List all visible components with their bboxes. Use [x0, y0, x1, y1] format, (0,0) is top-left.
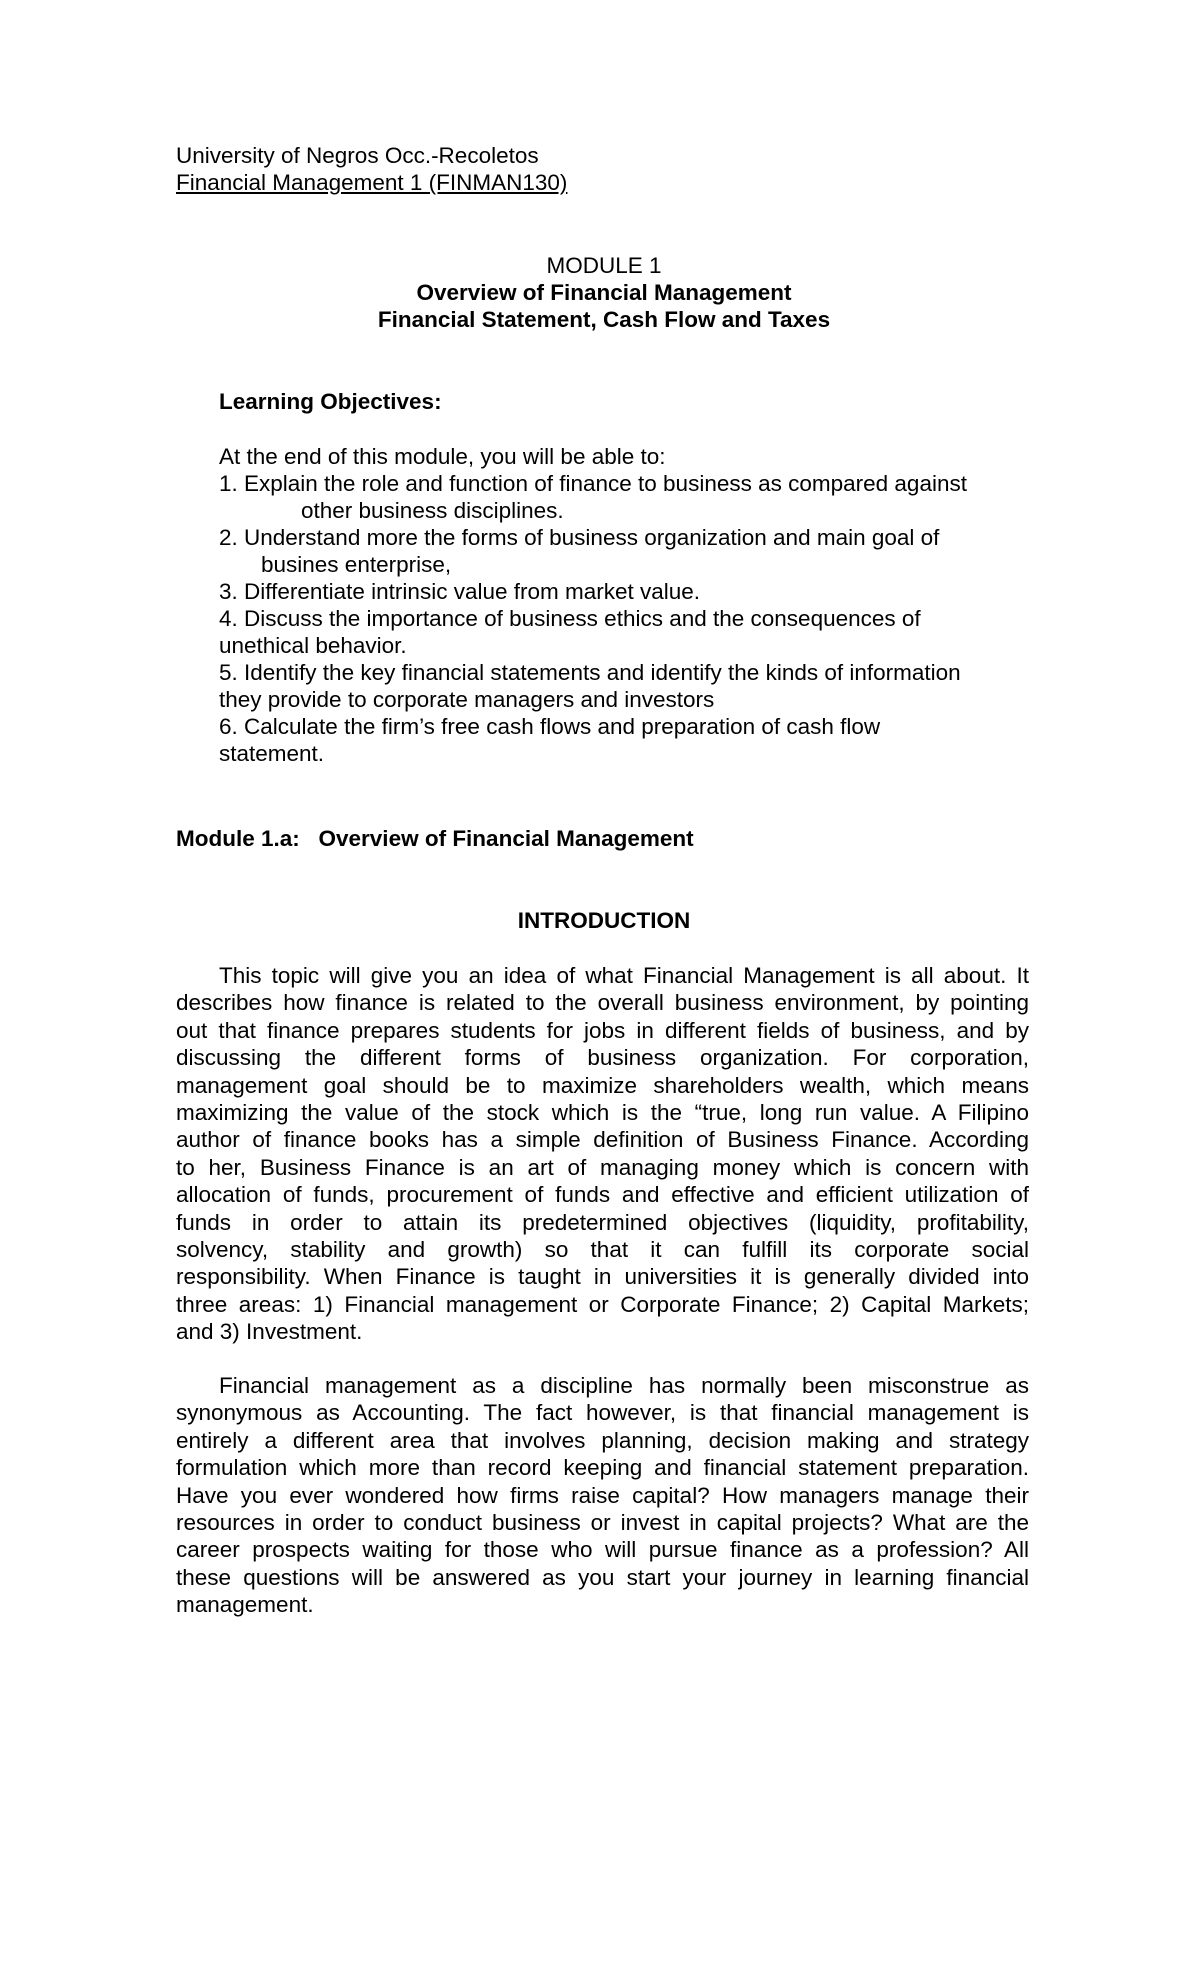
institution-name: University of Negros Occ.-Recoletos [176, 143, 539, 168]
module-subtitle-2: Financial Statement, Cash Flow and Taxes [377, 307, 831, 332]
objective-item: 6. Calculate the firm’s free cash flows and preparation of cash flow [219, 714, 881, 739]
paragraph-line: Financial management as a discipline has normally been misconstrue as [219, 1373, 1029, 1398]
paragraph-line: resources in order to conduct business or invest in capital projects? What are the [176, 1509, 1029, 1535]
paragraph-line: formulation which more than record keeping and financial statement preparation. [176, 1455, 1029, 1481]
paragraph-line: these questions will be answered as you start your journey in learning financial [176, 1564, 1029, 1590]
paragraph-line: to her, Business Finance is an art of managing money which is concern with [176, 1154, 1029, 1180]
paragraph-line: three areas: 1) Financial management or Corporate Finance; 2) Capital Markets; [176, 1291, 1029, 1317]
objective-item: 1. Explain the role and function of finance to business as compared against [219, 471, 967, 496]
introduction-paragraph-1 [176, 962, 1029, 1345]
paragraph-line: Have you ever wondered how firms raise capital? How managers manage their [176, 1482, 1029, 1508]
paragraph-line: solvency, stability and growth) so that it can fulfill its corporate social [176, 1236, 1029, 1262]
paragraph-line: describes how finance is related to the overall business environment, by pointing [176, 990, 1029, 1016]
objectives-list [219, 443, 1039, 767]
module-subtitle-1: Overview of Financial Management [416, 280, 792, 305]
introduction-paragraph-2 [176, 1372, 1029, 1619]
objective-item-continuation: unethical behavior. [219, 633, 407, 658]
paragraph-line: entirely a different area that involves planning, decision making and strategy [176, 1427, 1029, 1453]
objective-item: 2. Understand more the forms of business organization and main goal of [219, 525, 940, 550]
objective-item: 5. Identify the key financial statements and identify the kinds of information [219, 660, 961, 685]
objective-item-continuation: statement. [219, 741, 325, 766]
objective-item-continuation: busines enterprise, [261, 552, 452, 577]
paragraph-line: This topic will give you an idea of what Financial Management is all about. It [219, 963, 1029, 988]
introduction-heading: INTRODUCTION [517, 908, 691, 933]
paragraph-line: allocation of funds, procurement of funds and effective and efficient utilization of [176, 1182, 1029, 1208]
paragraph-line: synonymous as Accounting. The fact however, is that financial management is [176, 1400, 1029, 1426]
course-title: Financial Management 1 (FINMAN130) [176, 170, 568, 195]
objectives-heading: Learning Objectives: [219, 389, 442, 414]
paragraph-line: maximizing the value of the stock which is the “true, long run value. A Filipino [176, 1099, 1029, 1125]
objective-item-continuation: other business disciplines. [301, 498, 564, 523]
paragraph-line: funds in order to attain its predetermined objectives (liquidity, profitability, [176, 1209, 1029, 1235]
paragraph-line: discussing the different forms of business organization. For corporation, [176, 1045, 1029, 1071]
objectives-intro: At the end of this module, you will be able to: [219, 444, 666, 469]
paragraph-line: out that finance prepares students for jobs in different fields of business, and by [176, 1017, 1029, 1043]
paragraph-line: responsibility. When Finance is taught in universities it is generally divided into [176, 1264, 1029, 1290]
objective-item: 3. Differentiate intrinsic value from market value. [219, 579, 701, 604]
module-title: MODULE 1 [546, 253, 662, 278]
paragraph-line: author of finance books has a simple definition of Business Finance. According [176, 1127, 1029, 1153]
paragraph-line: career prospects waiting for those who will pursue finance as a profession? All [176, 1537, 1029, 1563]
paragraph-line: management goal should be to maximize shareholders wealth, which means [176, 1072, 1029, 1098]
paragraph-line: and 3) Investment. [176, 1319, 363, 1345]
section-heading: Module 1.a: Overview of Financial Management [176, 826, 694, 851]
paragraph-line: management. [176, 1592, 314, 1618]
objective-item: 4. Discuss the importance of business ethics and the consequences of [219, 606, 921, 631]
objective-item-continuation: they provide to corporate managers and investors [219, 687, 715, 712]
